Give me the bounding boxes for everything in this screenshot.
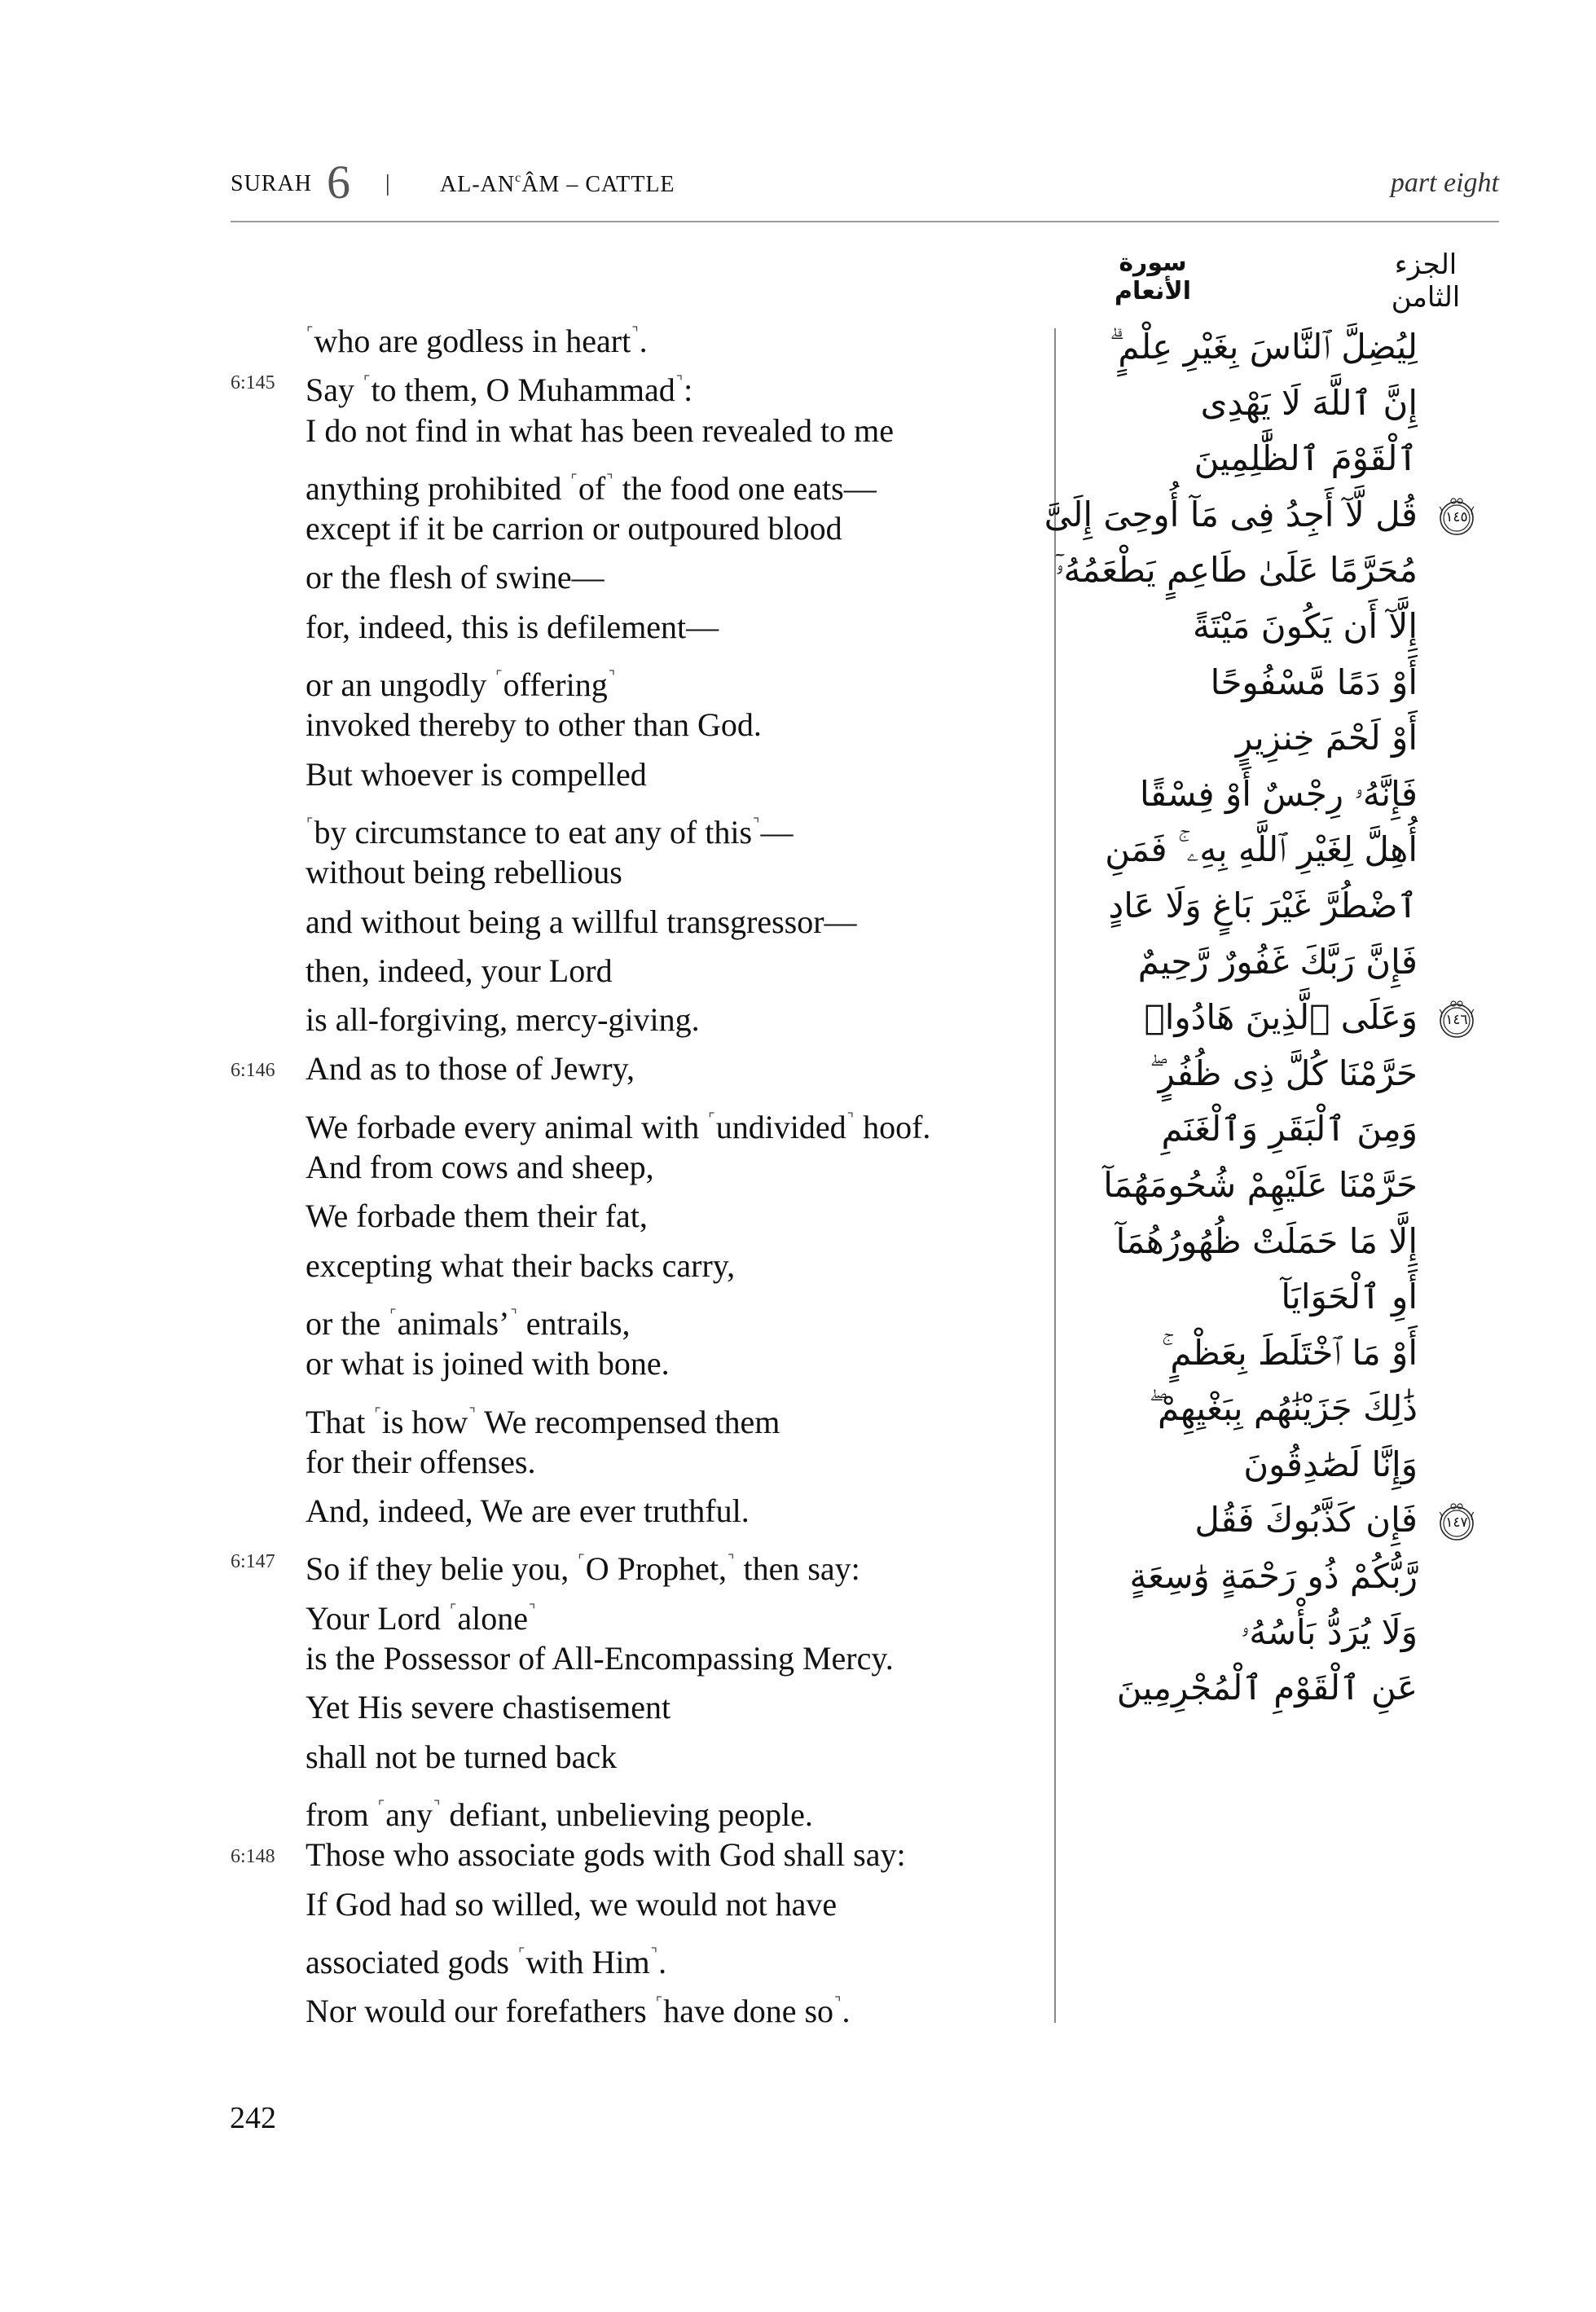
translation-line bbox=[231, 1585, 1045, 1637]
text-segment: offering bbox=[503, 666, 608, 704]
translation-text bbox=[306, 1339, 670, 1388]
interpolation-bracket: ⌜ bbox=[306, 324, 314, 341]
text-segment: defiant, unbelieving people. bbox=[441, 1796, 813, 1833]
arabic-verse-line bbox=[1084, 1605, 1418, 1661]
text-segment: or the bbox=[306, 1304, 389, 1342]
text-segment: with Him bbox=[525, 1943, 650, 1980]
translation-text bbox=[306, 1438, 536, 1487]
interpolation-bracket: ⌜ bbox=[363, 373, 371, 390]
arabic-text: أَوْ لَحْمَ خِنزِيرٍ bbox=[1235, 718, 1418, 758]
surah-number: 6 bbox=[327, 156, 350, 209]
surah-title-prefix: AL-AN bbox=[440, 172, 516, 197]
arabic-verse-line bbox=[1084, 376, 1418, 432]
translation-line bbox=[231, 898, 1045, 947]
arabic-verse-line bbox=[1084, 990, 1468, 1046]
translation-line bbox=[231, 1782, 1045, 1831]
interpolation-bracket: ⌜ bbox=[449, 1601, 457, 1618]
translation-line bbox=[231, 799, 1045, 851]
running-header bbox=[231, 156, 1499, 209]
arabic-verse-line bbox=[1054, 543, 1418, 599]
arabic-text: ذَٰلِكَ جَزَيْنَٰهُم بِبَغْيِهِمْ ۖ bbox=[1149, 1388, 1418, 1429]
page-number: 242 bbox=[230, 2101, 276, 2135]
translation-text bbox=[306, 1634, 894, 1683]
arabic-text: أَوِ ٱلْحَوَايَآ bbox=[1281, 1277, 1418, 1317]
text-segment: associated gods bbox=[306, 1943, 517, 1980]
arabic-text: ٱضْطُرَّ غَيْرَ بَاغٍ وَلَا عَادٍ bbox=[1108, 885, 1418, 925]
arabic-text: إِلَّآ أَن يَكُونَ مَيْتَةً bbox=[1193, 605, 1418, 646]
text-segment: of bbox=[578, 469, 606, 507]
arabic-verse-line bbox=[1084, 767, 1418, 823]
arabic-verse-line bbox=[1084, 1492, 1468, 1549]
arabic-verse-line bbox=[1084, 319, 1418, 376]
arabic-verse-line bbox=[1084, 1381, 1418, 1437]
verse-number-medallion bbox=[1436, 495, 1478, 538]
interpolation-bracket: ⌝ bbox=[468, 1404, 476, 1422]
translation-line bbox=[231, 1880, 1045, 1929]
translation-line bbox=[231, 1978, 1045, 2030]
text-segment: We forbade every animal with bbox=[306, 1108, 708, 1145]
interpolation-bracket: ⌜ bbox=[708, 1110, 715, 1127]
arabic-text: وَلَا يُرَدُّ بَأْسُهُۥ bbox=[1240, 1611, 1418, 1652]
translation-text bbox=[306, 603, 719, 652]
text-segment: or the flesh of swine— bbox=[306, 559, 605, 596]
interpolation-bracket: ⌝ bbox=[675, 373, 684, 390]
arabic-verse-number: ١٤٥ bbox=[1445, 508, 1468, 525]
arabic-verse-line bbox=[1084, 1269, 1418, 1325]
translation-line bbox=[231, 1242, 1045, 1290]
text-segment: or an ungodly bbox=[306, 666, 495, 704]
translation-line bbox=[231, 1192, 1045, 1241]
interpolation-bracket: ⌝ bbox=[433, 1797, 441, 1814]
translation-line bbox=[231, 652, 1045, 704]
translation-line bbox=[231, 1339, 1045, 1388]
interpolation-bracket: ⌜ bbox=[495, 668, 503, 685]
verse-number: 6:145 bbox=[231, 372, 275, 394]
interpolation-bracket: ⌜ bbox=[655, 1994, 663, 2011]
verse-number: 6:147 bbox=[231, 1551, 275, 1573]
text-segment: is the Possessor of All-Encompassing Mercy. bbox=[306, 1640, 894, 1677]
translation-line bbox=[231, 1733, 1045, 1782]
arabic-text: أَوْ مَا ٱخْتَلَطَ بِعَظْمٍ ۚ bbox=[1161, 1332, 1418, 1373]
translation-line bbox=[231, 1094, 1045, 1143]
translation-text bbox=[306, 996, 700, 1044]
arabic-text: عَنِ ٱلْقَوْمِ ٱلْمُجْرِمِينَ bbox=[1116, 1668, 1418, 1708]
verse-number: 6:148 bbox=[231, 1846, 275, 1868]
surah-label: SURAH bbox=[231, 171, 312, 196]
text-segment: and without being a willful transgressor— bbox=[306, 903, 857, 940]
text-segment: for, indeed, this is defilement— bbox=[306, 608, 719, 645]
translation-line bbox=[231, 455, 1045, 507]
text-segment: any bbox=[385, 1796, 433, 1833]
text-segment: undivided bbox=[715, 1108, 846, 1145]
english-translation-column bbox=[231, 308, 1045, 2030]
text-segment: to them, O Muhammad bbox=[371, 371, 675, 409]
arabic-text: لِيُضِلَّ ٱلنَّاسَ بِغَيْرِ عِلْمٍ ۗ bbox=[1109, 327, 1418, 367]
arabic-verse-line bbox=[1084, 1437, 1418, 1493]
translation-text bbox=[306, 750, 647, 799]
interpolation-bracket: ⌝ bbox=[510, 1306, 517, 1323]
translation-line bbox=[231, 553, 1045, 602]
translation-line bbox=[231, 947, 1045, 996]
translation-line bbox=[231, 1634, 1045, 1683]
arabic-verse-number: ١٤٧ bbox=[1445, 1514, 1468, 1532]
text-segment: . bbox=[658, 1943, 667, 1980]
interpolation-bracket: ⌜ bbox=[377, 1797, 385, 1814]
arabic-text: فَإِنَّهُۥ رِجْسٌ أَوْ فِسْقًا bbox=[1140, 773, 1418, 814]
text-segment: animals’ bbox=[397, 1304, 510, 1342]
interpolation-bracket: ⌝ bbox=[846, 1110, 855, 1127]
text-segment: have done so bbox=[663, 1993, 834, 2030]
arabic-verse-line bbox=[1084, 599, 1418, 655]
text-segment: And as to those of Jewry, bbox=[306, 1050, 635, 1088]
text-segment: from bbox=[306, 1796, 377, 1833]
translation-text bbox=[306, 898, 857, 947]
text-segment: . bbox=[842, 1993, 851, 2030]
arabic-text: أُهِلَّ لِغَيْرِ ٱللَّهِ بِهِۦ ۚ فَمَنِ bbox=[1105, 829, 1418, 870]
arabic-verse-line bbox=[1084, 1214, 1418, 1270]
arabic-surah-label: سورة الأنعام bbox=[1114, 248, 1192, 305]
text-segment: then, indeed, your Lord bbox=[306, 952, 613, 989]
text-segment: invoked thereby to other than God. bbox=[306, 706, 762, 744]
text-segment: is all-forgiving, mercy-giving. bbox=[306, 1001, 700, 1039]
verse-number-medallion bbox=[1436, 1501, 1478, 1543]
translation-text bbox=[306, 407, 894, 455]
translation-line bbox=[231, 1389, 1045, 1438]
arabic-verse-line bbox=[1084, 1046, 1418, 1102]
arabic-text: وَعَلَى ٱلَّذِينَ هَادُوا۟ bbox=[1144, 997, 1418, 1038]
translation-line bbox=[231, 848, 1045, 897]
translation-text bbox=[306, 1880, 837, 1929]
translation-text bbox=[306, 1143, 654, 1192]
text-segment: shall not be turned back bbox=[306, 1738, 618, 1775]
arabic-verse-line bbox=[1084, 1549, 1418, 1605]
interpolation-bracket: ⌝ bbox=[650, 1945, 658, 1962]
interpolation-bracket: ⌜ bbox=[306, 815, 314, 832]
translation-line bbox=[231, 1143, 1045, 1192]
text-segment: then say: bbox=[735, 1550, 860, 1588]
text-segment: We forbade them their fat, bbox=[306, 1198, 648, 1235]
text-segment: I do not find in what has been revealed to me bbox=[306, 411, 894, 449]
translation-text bbox=[306, 1487, 750, 1536]
text-segment: And from cows and sheep, bbox=[306, 1149, 654, 1186]
interpolation-bracket: ⌜ bbox=[578, 1552, 585, 1569]
interpolation-bracket: ⌜ bbox=[374, 1404, 381, 1422]
text-segment: O Prophet, bbox=[585, 1550, 728, 1588]
text-segment: the food one eats— bbox=[613, 469, 877, 507]
arabic-verse-line bbox=[1084, 1101, 1418, 1158]
translation-line bbox=[231, 701, 1045, 749]
translation-line bbox=[231, 603, 1045, 652]
translation-text bbox=[306, 504, 842, 553]
translation-line bbox=[231, 1929, 1045, 1978]
ayn-mark: c bbox=[515, 171, 522, 185]
translation-line bbox=[231, 1487, 1045, 1536]
text-segment: hoof. bbox=[855, 1108, 931, 1145]
arabic-verse-line bbox=[1084, 822, 1418, 878]
interpolation-bracket: ⌝ bbox=[608, 668, 616, 685]
arabic-text: مُحَرَّمًا عَلَىٰ طَاعِمٍ يَطْعَمُهُۥٓ bbox=[1054, 550, 1418, 591]
arabic-verse-line bbox=[1084, 431, 1418, 487]
translation-line bbox=[231, 1536, 1045, 1588]
arabic-verse-line bbox=[1084, 710, 1418, 767]
arabic-text: وَمِنَ ٱلْبَقَرِ وَٱلْغَنَمِ bbox=[1161, 1109, 1418, 1149]
text-segment: Yet His severe chastisement bbox=[306, 1689, 671, 1726]
header-rule bbox=[231, 221, 1499, 222]
interpolation-bracket: ⌝ bbox=[834, 1994, 842, 2011]
text-segment: excepting what their backs carry, bbox=[306, 1246, 736, 1284]
arabic-juz-label: الجزء الثامن bbox=[1391, 248, 1461, 314]
interpolation-bracket: ⌝ bbox=[728, 1552, 735, 1569]
text-segment: or what is joined with bone. bbox=[306, 1345, 670, 1382]
text-segment: Those who associate gods with God shall say: bbox=[306, 1836, 906, 1874]
text-segment: by circumstance to eat any of this bbox=[314, 813, 753, 851]
text-segment: who are godless in heart bbox=[314, 323, 631, 359]
text-segment: : bbox=[684, 371, 693, 409]
arabic-verse-line bbox=[1044, 487, 1468, 543]
part-label: part eight bbox=[1390, 168, 1499, 198]
arabic-text: حَرَّمْنَا عَلَيْهِمْ شُحُومَهُمَآ bbox=[1103, 1164, 1418, 1205]
translation-line bbox=[231, 1438, 1045, 1487]
arabic-verse-line bbox=[1084, 878, 1418, 934]
translation-text bbox=[306, 1683, 670, 1732]
interpolation-bracket: ⌝ bbox=[753, 815, 760, 832]
text-segment: . bbox=[639, 323, 648, 359]
translation-line bbox=[231, 1044, 1045, 1093]
arabic-text: فَإِنَّ رَبَّكَ غَفُورٌ رَّحِيمٌ bbox=[1137, 941, 1418, 982]
text-segment: is how bbox=[381, 1403, 468, 1440]
text-segment: without being rebellious bbox=[306, 854, 622, 891]
translation-text bbox=[306, 701, 762, 749]
interpolation-bracket: ⌝ bbox=[529, 1601, 536, 1618]
text-segment: — bbox=[760, 813, 794, 851]
arabic-text: ٱلْقَوْمَ ٱلظَّٰلِمِينَ bbox=[1194, 438, 1418, 479]
interpolation-bracket: ⌜ bbox=[517, 1945, 525, 1962]
arabic-verse-number: ١٤٦ bbox=[1445, 1012, 1468, 1029]
translation-line bbox=[231, 407, 1045, 455]
translation-text bbox=[306, 1044, 635, 1093]
text-segment: And, indeed, We are ever truthful. bbox=[306, 1492, 750, 1530]
translation-text bbox=[306, 947, 613, 996]
verse-number-medallion bbox=[1436, 998, 1478, 1040]
translation-text bbox=[306, 553, 605, 602]
text-segment: entrails, bbox=[517, 1304, 631, 1342]
translation-line bbox=[231, 1683, 1045, 1732]
arabic-text: قُل لَّآ أَجِدُ فِى مَآ أُوحِىَ إِلَىَّ bbox=[1044, 494, 1418, 534]
text-segment: for their offenses. bbox=[306, 1443, 536, 1480]
text-segment: That bbox=[306, 1403, 374, 1440]
translation-line bbox=[231, 357, 1045, 409]
text-segment: alone bbox=[457, 1599, 529, 1637]
text-segment: If God had so willed, we would not have bbox=[306, 1885, 838, 1923]
arabic-text: إِلَّا مَا حَمَلَتْ ظُهُورُهُمَآ bbox=[1115, 1220, 1418, 1261]
interpolation-bracket: ⌜ bbox=[389, 1306, 397, 1323]
arabic-text-column bbox=[1044, 319, 1468, 1716]
translation-text bbox=[306, 848, 622, 897]
arabic-text: فَإِن كَذَّبُوكَ فَقُل bbox=[1194, 1500, 1418, 1541]
interpolation-bracket: ⌝ bbox=[606, 471, 613, 488]
translation-line bbox=[231, 1831, 1045, 1879]
arabic-text: إِنَّ ٱللَّهَ لَا يَهْدِى bbox=[1200, 382, 1418, 423]
arabic-verse-line bbox=[1084, 1660, 1418, 1716]
arabic-text: وَإِنَّا لَصَٰدِقُونَ bbox=[1243, 1444, 1418, 1484]
arabic-text: حَرَّمْنَا كُلَّ ذِى ظُفُرٍ ۖ bbox=[1150, 1053, 1418, 1093]
translation-line bbox=[231, 1290, 1045, 1342]
translation-text bbox=[306, 1831, 906, 1879]
surah-title bbox=[440, 171, 675, 198]
text-segment: except if it be carrion or outpoured blood bbox=[306, 510, 842, 547]
arabic-text: أَوْ دَمًا مَّسْفُوحًا bbox=[1210, 662, 1418, 702]
arabic-verse-line bbox=[1084, 934, 1418, 991]
text-segment: But whoever is compelled bbox=[306, 755, 647, 793]
header-separator: | bbox=[385, 171, 390, 196]
translation-text bbox=[306, 1978, 850, 2036]
text-segment: Say bbox=[306, 371, 363, 409]
text-segment: So if they belie you, bbox=[306, 1550, 578, 1588]
translation-line bbox=[231, 308, 1045, 357]
text-segment: We recompensed them bbox=[476, 1403, 780, 1440]
arabic-text: رَّبُّكُمْ ذُو رَحْمَةٍ وَٰسِعَةٍ bbox=[1129, 1556, 1418, 1597]
arabic-verse-line bbox=[1084, 1325, 1418, 1382]
translation-line bbox=[231, 504, 1045, 553]
arabic-verse-line bbox=[1084, 655, 1418, 711]
translation-text bbox=[306, 1733, 617, 1782]
translation-text bbox=[306, 1242, 735, 1290]
text-segment: Your Lord bbox=[306, 1599, 449, 1637]
interpolation-bracket: ⌜ bbox=[570, 471, 578, 488]
text-segment: anything prohibited bbox=[306, 469, 570, 507]
translation-line bbox=[231, 750, 1045, 799]
interpolation-bracket: ⌝ bbox=[631, 324, 639, 341]
arabic-verse-line bbox=[1084, 1158, 1418, 1214]
translation-text bbox=[306, 1192, 648, 1241]
text-segment: Nor would our forefathers bbox=[306, 1993, 655, 2030]
verse-number: 6:146 bbox=[231, 1060, 275, 1082]
translation-line bbox=[231, 996, 1045, 1044]
surah-title-suffix: ÂM – CATTLE bbox=[521, 172, 675, 197]
